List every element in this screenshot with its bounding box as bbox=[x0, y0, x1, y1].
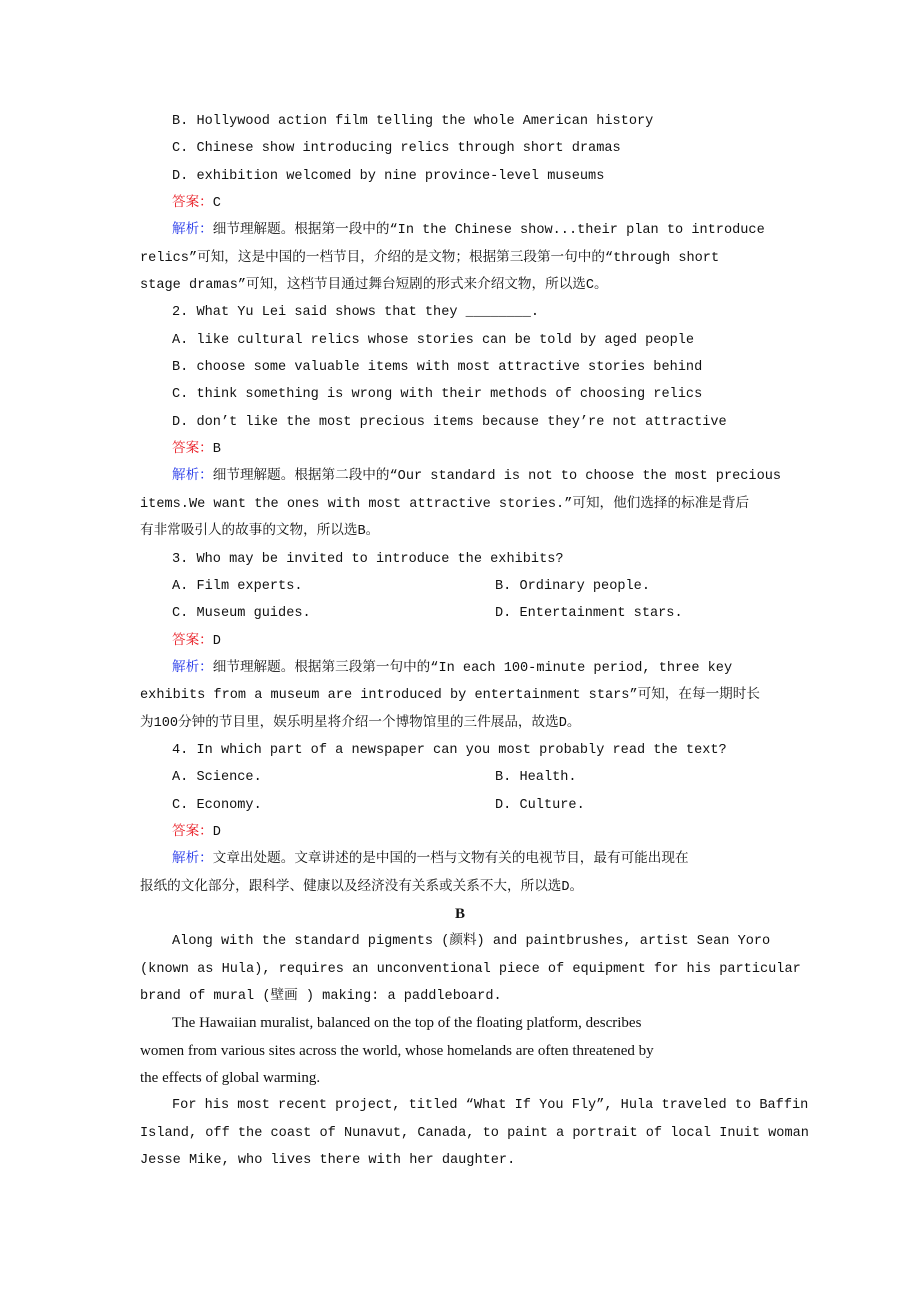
line-text: B. Hollywood action film telling the whole American history bbox=[172, 114, 654, 129]
line-text: stage dramas”可知，这档节目通过舞台短剧的形式来介绍文物，所以选C。 bbox=[140, 278, 608, 294]
line-text: Along with the standard pigments (颜料) and paintbrushes, artist Sean Yoro bbox=[172, 934, 771, 950]
line-text: D bbox=[212, 633, 221, 649]
text-line bbox=[0, 710, 920, 737]
line-text: brand of mural (壁画 ) making: a paddleboard. bbox=[140, 989, 502, 1004]
analysis-label: 解析： bbox=[172, 223, 213, 239]
paragraph-line bbox=[0, 928, 920, 955]
answer-label: 答案： bbox=[172, 442, 213, 458]
text-line bbox=[0, 983, 920, 1010]
answer-option-second-column: B. Ordinary people. bbox=[495, 578, 650, 594]
line-text: B bbox=[212, 442, 221, 458]
line-text: C. Economy. bbox=[172, 797, 262, 813]
paragraph-line bbox=[0, 1010, 920, 1037]
answer-label: 答案： bbox=[172, 824, 213, 840]
answer-option bbox=[0, 573, 920, 600]
answer-option bbox=[0, 409, 920, 436]
analysis-line bbox=[0, 846, 920, 873]
question-stem bbox=[0, 546, 920, 573]
section-heading bbox=[0, 901, 920, 928]
answer-option bbox=[0, 354, 920, 381]
line-text: Island, off the coast of Nunavut, Canada, to paint a portrait of local Inuit woman bbox=[140, 1125, 809, 1141]
answer-line bbox=[0, 190, 920, 217]
question-stem bbox=[0, 737, 920, 764]
line-text: Jesse Mike, who lives there with her daughter. bbox=[140, 1153, 516, 1169]
text-line bbox=[0, 1147, 920, 1174]
line-text: A. Science. bbox=[172, 770, 262, 786]
analysis-label: 解析： bbox=[172, 852, 213, 868]
line-text: items.We want the ones with most attractive stories.”可知，他们选择的标准是背后 bbox=[140, 496, 750, 512]
text-line bbox=[0, 874, 920, 901]
line-text: A. Film experts. bbox=[172, 578, 303, 594]
document-page bbox=[0, 108, 920, 1174]
answer-option bbox=[0, 108, 920, 135]
analysis-line bbox=[0, 217, 920, 244]
line-text: D. exhibition welcomed by nine province-level museums bbox=[172, 168, 605, 184]
answer-option bbox=[0, 600, 920, 627]
text-line bbox=[0, 1038, 920, 1065]
line-text: exhibits from a museum are introduced by entertainment stars”可知，在每一期时长 bbox=[140, 688, 760, 704]
answer-option bbox=[0, 792, 920, 819]
line-text: 为100分钟的节目里，娱乐明星将介绍一个博物馆里的三件展品，故选D。 bbox=[140, 715, 581, 731]
answer-option bbox=[0, 135, 920, 162]
line-text: (known as Hula), requires an unconventional piece of equipment for his particular bbox=[140, 961, 801, 977]
paragraph-line bbox=[0, 1092, 920, 1119]
line-text: B. choose some valuable items with most attractive stories behind bbox=[172, 360, 703, 376]
line-text: C. Museum guides. bbox=[172, 606, 311, 622]
line-text: 4. In which part of a newspaper can you most probably read the text? bbox=[172, 742, 727, 758]
line-text: 2. What Yu Lei said shows that they ________. bbox=[172, 305, 540, 321]
analysis-line bbox=[0, 655, 920, 682]
text-line bbox=[0, 272, 920, 299]
text-line bbox=[0, 956, 920, 983]
line-text: C bbox=[212, 196, 221, 212]
answer-option-second-column: B. Health. bbox=[495, 770, 577, 786]
line-text: D. don’t like the most precious items because they’re not attractive bbox=[172, 414, 727, 430]
line-text: 有非常吸引人的故事的文物，所以选B。 bbox=[140, 524, 380, 540]
line-text: women from various sites across the world, whose homelands are often threatened by bbox=[140, 1042, 654, 1059]
line-text: For his most recent project, titled “What If You Fly”, Hula traveled to Baffin bbox=[172, 1098, 809, 1114]
text-line bbox=[0, 1065, 920, 1092]
answer-option bbox=[0, 163, 920, 190]
analysis-label: 解析： bbox=[172, 469, 213, 485]
answer-option bbox=[0, 381, 920, 408]
text-line bbox=[0, 518, 920, 545]
line-text: 3. Who may be invited to introduce the exhibits? bbox=[172, 551, 564, 567]
analysis-line bbox=[0, 463, 920, 490]
text-line bbox=[0, 491, 920, 518]
answer-option-second-column: D. Culture. bbox=[495, 797, 585, 813]
line-text: C. think something is wrong with their methods of choosing relics bbox=[172, 387, 703, 403]
line-text: 文章出处题。文章讲述的是中国的一档与文物有关的电视节目，最有可能出现在 bbox=[212, 852, 689, 868]
line-text: C. Chinese show introducing relics through short dramas bbox=[172, 141, 621, 157]
answer-option-second-column: D. Entertainment stars. bbox=[495, 606, 683, 622]
line-text: 细节理解题。根据第一段中的“In the Chinese show...their plan to introduce bbox=[212, 223, 765, 239]
answer-line bbox=[0, 628, 920, 655]
question-stem bbox=[0, 299, 920, 326]
line-text: relics”可知，这是中国的一档节目，介绍的是文物；根据第三段第一句中的“through short bbox=[140, 250, 720, 266]
analysis-label: 解析： bbox=[172, 660, 213, 676]
line-text: D bbox=[212, 824, 221, 840]
answer-option bbox=[0, 327, 920, 354]
line-text: 细节理解题。根据第三段第一句中的“In each 100-minute period, three key bbox=[212, 660, 733, 676]
line-text: the effects of global warming. bbox=[140, 1070, 321, 1087]
text-line bbox=[0, 245, 920, 272]
answer-label: 答案： bbox=[172, 196, 213, 212]
text-line bbox=[0, 1120, 920, 1147]
answer-label: 答案： bbox=[172, 633, 213, 649]
line-text: 细节理解题。根据第二段中的“Our standard is not to choose the most precious bbox=[212, 469, 782, 485]
answer-option bbox=[0, 764, 920, 791]
answer-line bbox=[0, 436, 920, 463]
line-text: 报纸的文化部分，跟科学、健康以及经济没有关系或关系不大，所以选D。 bbox=[140, 879, 584, 895]
line-text: A. like cultural relics whose stories can be told by aged people bbox=[172, 332, 695, 348]
answer-line bbox=[0, 819, 920, 846]
line-text: The Hawaiian muralist, balanced on the top of the floating platform, describes bbox=[172, 1015, 642, 1032]
text-line bbox=[0, 682, 920, 709]
line-text: B bbox=[454, 905, 465, 922]
